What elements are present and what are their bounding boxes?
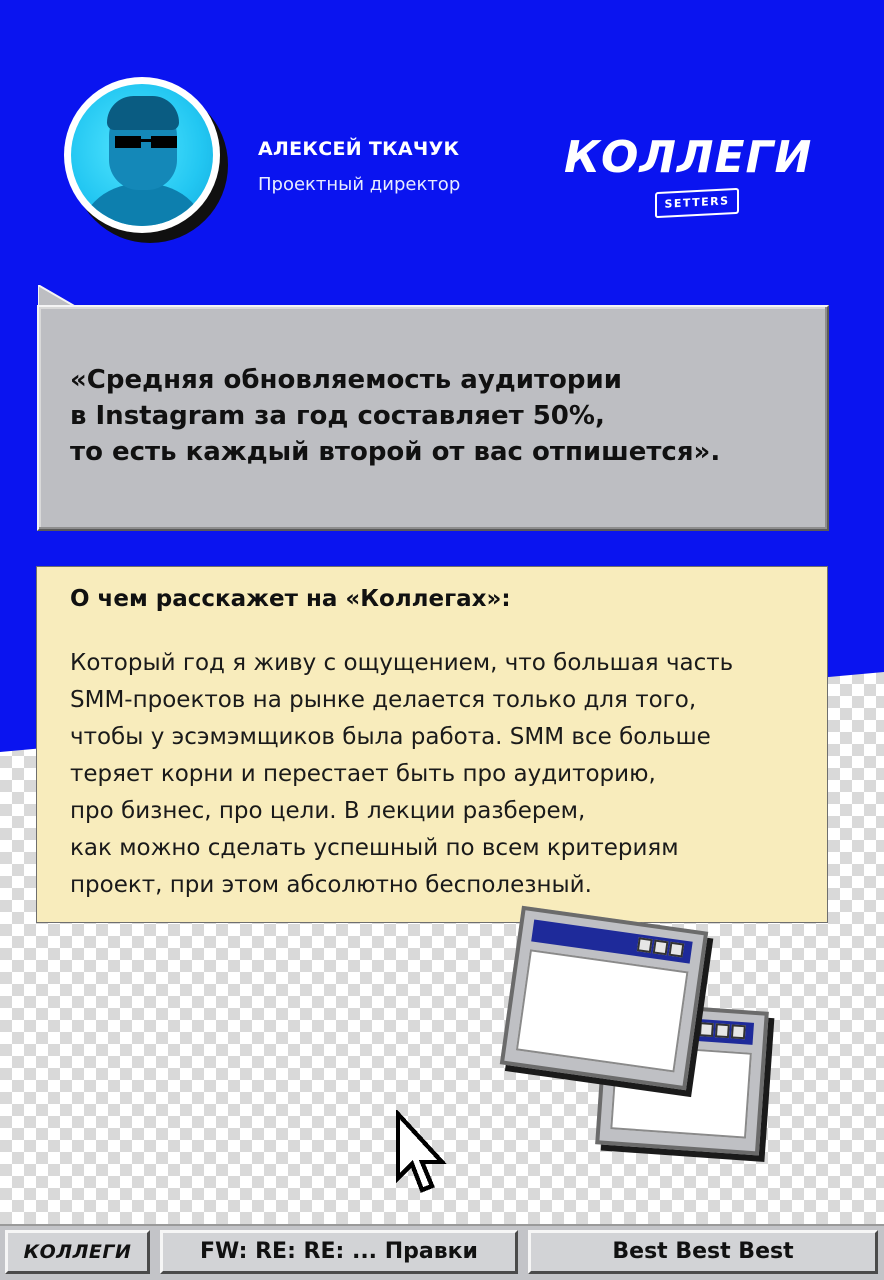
window-button bbox=[637, 937, 653, 953]
pointer-cursor-icon bbox=[394, 1110, 450, 1200]
kollegi-logo bbox=[564, 132, 826, 222]
avatar-hair bbox=[107, 96, 179, 130]
speaker-name: АЛЕКСЕЙ ТКАЧУК bbox=[258, 138, 460, 160]
window-icon-front bbox=[500, 906, 708, 1091]
pixel-sunglasses-icon bbox=[115, 136, 179, 150]
quote-text: «Средняя обновляемость аудитории в Instagram за год составляет 50%, то есть каждый второй от вас отпишется». bbox=[70, 365, 721, 467]
taskbar-start-button[interactable]: КОЛЛЕГИ bbox=[5, 1230, 150, 1274]
window-button bbox=[653, 939, 669, 955]
window-body bbox=[516, 949, 689, 1072]
avatar-body bbox=[77, 184, 209, 226]
window-button bbox=[731, 1024, 746, 1039]
window-button bbox=[699, 1022, 714, 1037]
window-button bbox=[669, 942, 685, 958]
window-button bbox=[715, 1023, 730, 1038]
speaker-role: Проектный директор bbox=[258, 174, 461, 195]
taskbar-item-mail[interactable]: FW: RE: RE: ... Правки bbox=[160, 1230, 518, 1274]
logo-text: КОЛЛЕГИ bbox=[564, 132, 813, 183]
avatar-photo bbox=[71, 84, 213, 226]
taskbar-item-best[interactable]: Best Best Best bbox=[528, 1230, 878, 1274]
lecture-info-title: О чем расскажет на «Коллегах»: bbox=[70, 586, 511, 612]
logo-ribbon: SETTERS bbox=[655, 188, 739, 218]
lecture-info-body: Который год я живу с ощущением, что большая часть SMM-проектов на рынке делается только для того, чтобы у эсэмэмщиков была работа. SMM все больше теряет корни и перестает быть про аудиторию, про бизнес, про цели. В лекции разберем, как можно сделать успешный по всем критериям проект, при этом абсолютно бесполезный. bbox=[70, 650, 734, 898]
avatar bbox=[64, 77, 224, 247]
